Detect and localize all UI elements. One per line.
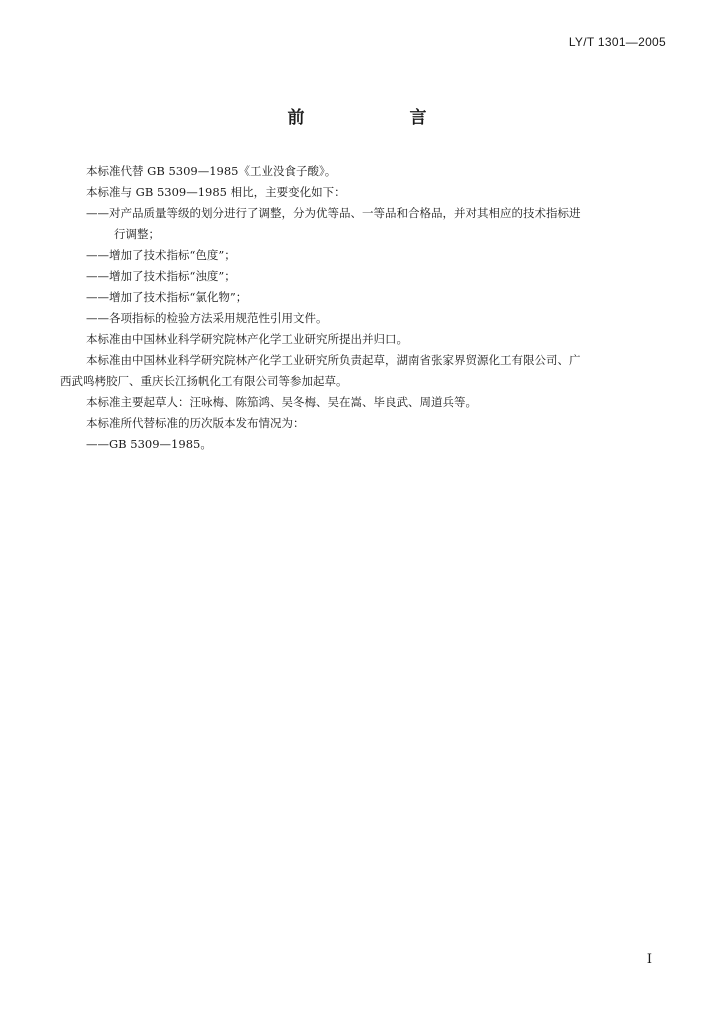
list-item: ——增加了技术指标“色度”； — [86, 248, 236, 262]
list-item: ——增加了技术指标“氯化物”； — [86, 290, 248, 304]
paragraph: 本标准所代替标准的历次版本发布情况为： — [86, 416, 305, 430]
paragraph: 本标准代替 GB 5309—1985《工业没食子酸》。 — [86, 164, 337, 178]
paragraph: 本标准由中国林业科学研究院林产化学工业研究所提出并归口。 — [86, 332, 408, 346]
paragraph: 本标准由中国林业科学研究院林产化学工业研究所负责起草，湖南省张家界贸源化工有限公司、广 — [86, 353, 581, 367]
standard-code: LY/T 1301—2005 — [568, 35, 666, 49]
page-title: 前 言 — [287, 108, 471, 128]
paragraph: 本标准与 GB 5309—1985 相比，主要变化如下： — [86, 185, 346, 199]
paragraph-continuation: 西武鸣栲胶厂、重庆长江扬帆化工有限公司等参加起草。 — [60, 374, 348, 388]
list-item: ——GB 5309—1985。 — [86, 437, 212, 451]
list-item: ——增加了技术指标“浊度”； — [86, 269, 236, 283]
list-item: ——各项指标的检验方法采用规范性引用文件。 — [86, 311, 328, 325]
list-item-continuation: 行调整； — [114, 227, 160, 241]
paragraph: 本标准主要起草人：汪咏梅、陈笳鸿、吴冬梅、吴在嵩、毕良武、周道兵等。 — [86, 395, 477, 409]
list-item: ——对产品质量等级的划分进行了调整，分为优等品、一等品和合格品，并对其相应的技术指标进 — [86, 206, 581, 220]
page-number: I — [646, 952, 652, 967]
foreword-body — [60, 161, 672, 455]
